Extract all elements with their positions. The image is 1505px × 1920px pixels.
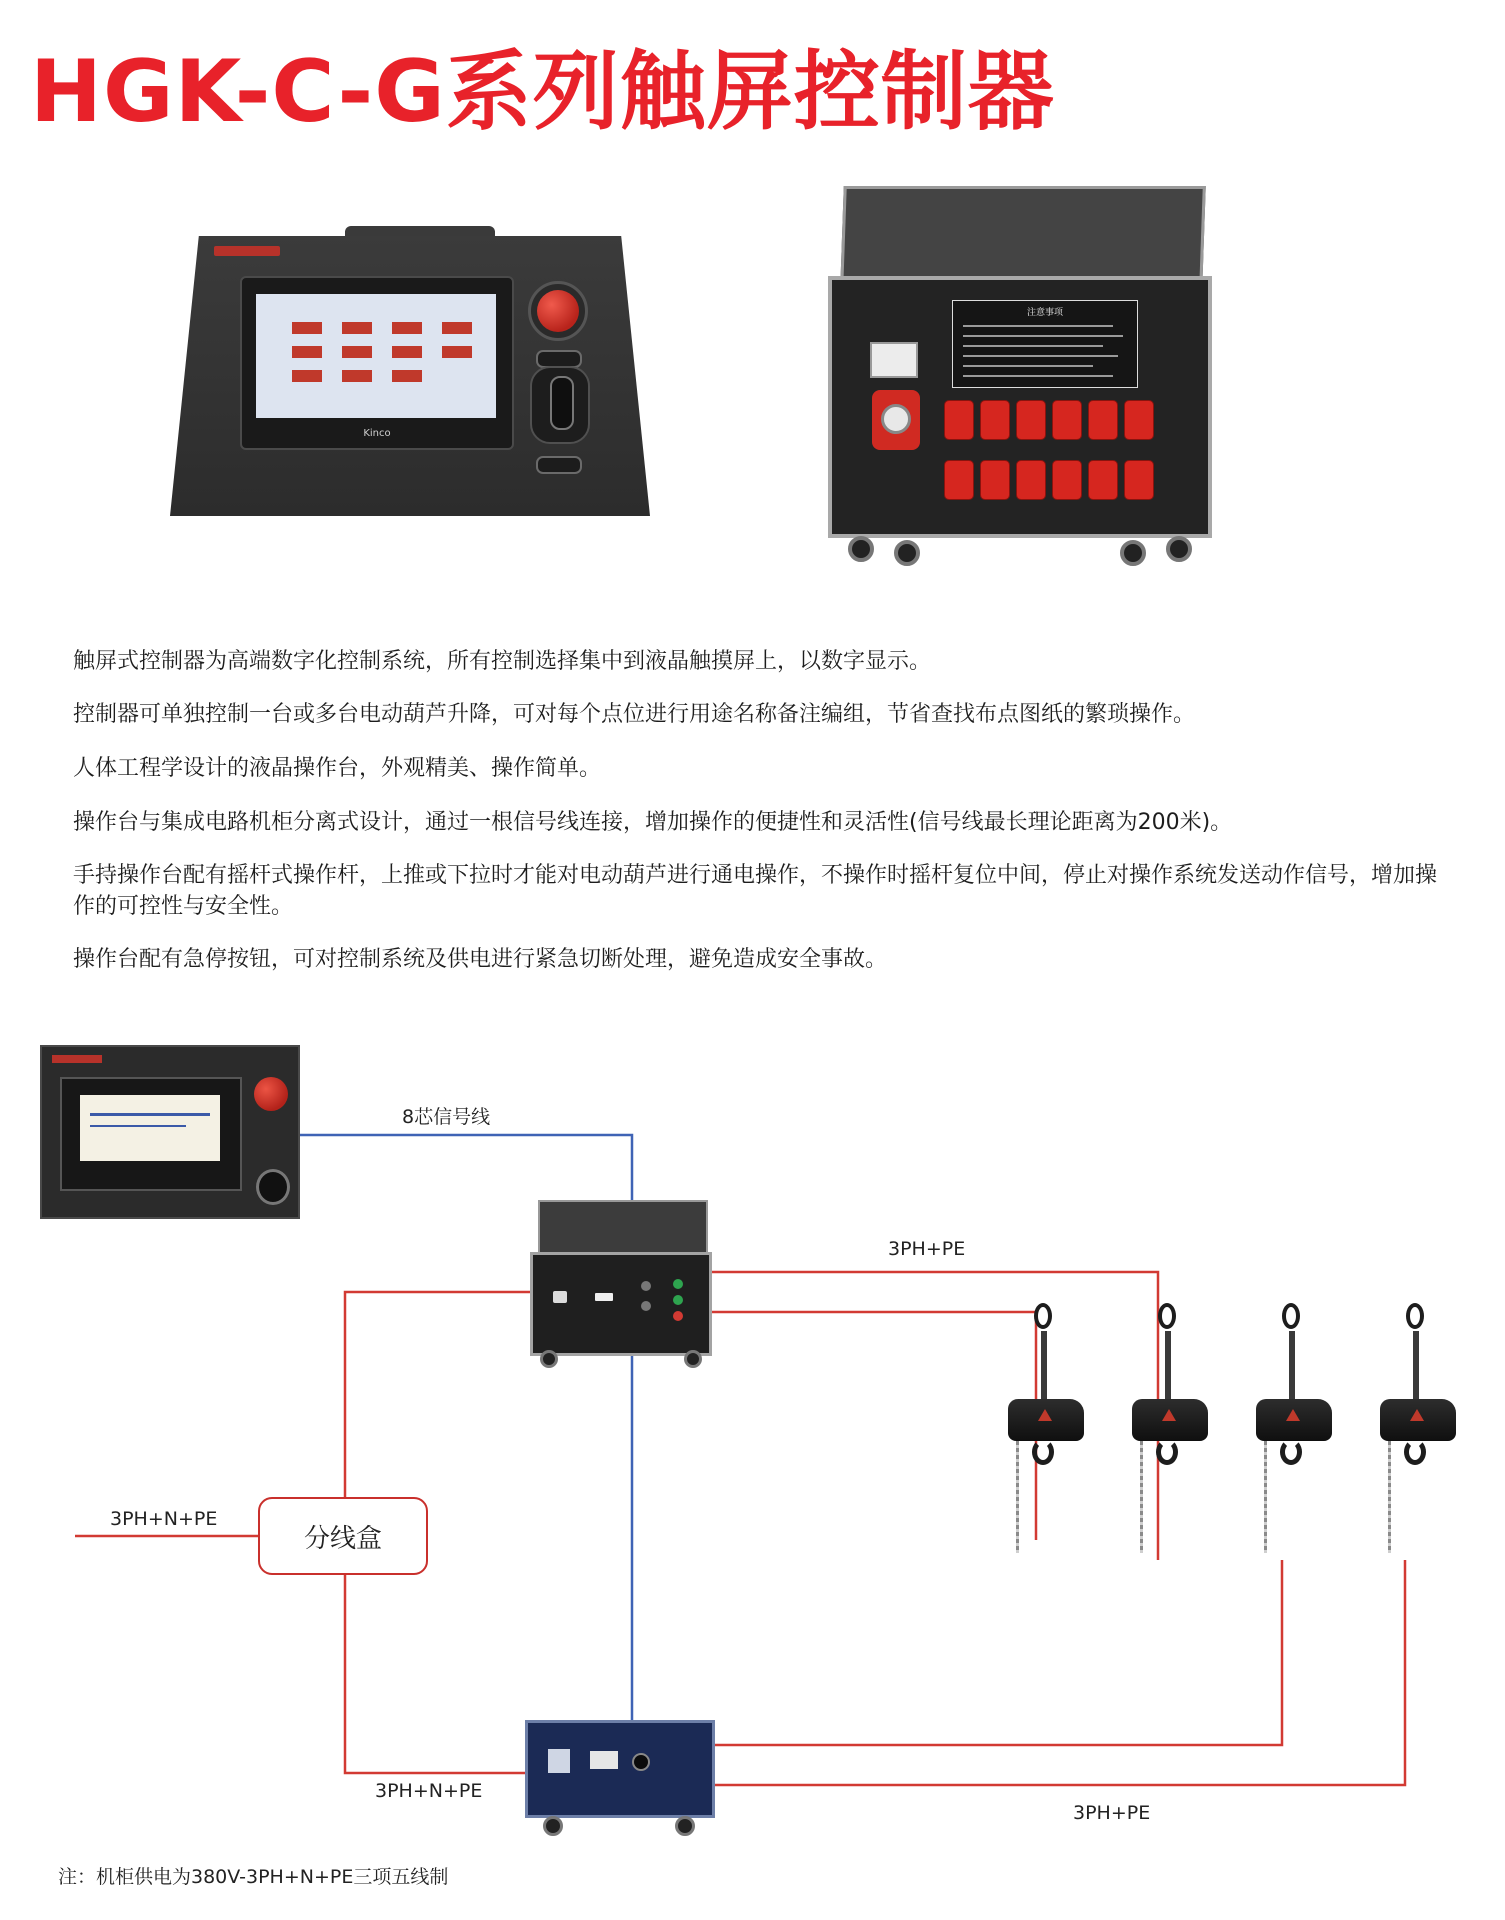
power-line-distribution-to-hoist-3	[715, 1560, 1282, 1745]
touch-screen	[240, 276, 514, 450]
hoist-top-hook	[1406, 1303, 1424, 1329]
caster-wheel	[848, 536, 874, 562]
notice-text-line	[963, 355, 1118, 357]
hoist-chain	[1016, 1441, 1019, 1553]
cabinet-indicator	[673, 1279, 683, 1289]
hoist-suspension	[1041, 1331, 1047, 1401]
power-line-splitter-to-distribution	[345, 1575, 525, 1773]
cabinet-front-panel	[828, 276, 1212, 538]
hoist-top-hook	[1282, 1303, 1300, 1329]
output-socket	[1088, 400, 1118, 440]
notice-label	[952, 300, 1138, 388]
hoist-chain	[1388, 1441, 1391, 1553]
emergency-stop-button	[254, 1077, 288, 1111]
output-socket	[1088, 460, 1118, 500]
cabinet-front-panel	[530, 1252, 712, 1356]
brand-logo	[52, 1055, 102, 1063]
plug-face	[881, 404, 911, 434]
notice-text-line	[963, 375, 1113, 377]
hoist-logo-mark	[1410, 1409, 1424, 1421]
hoist-chain	[1264, 1441, 1267, 1553]
cabinet-display	[553, 1291, 567, 1303]
output-socket	[1052, 460, 1082, 500]
hoist-motor	[1256, 1399, 1332, 1441]
screen-button	[442, 346, 472, 358]
description-paragraph: 手持操作台配有摇杆式操作杆，上推或下拉时才能对电动葫芦进行通电操作，不操作时摇杆复位中间，停止对操作系统发送动作信号，增加操作的可控性与安全性。	[73, 863, 1438, 919]
notice-text-line	[963, 365, 1093, 367]
hoist-load-hook	[1156, 1439, 1178, 1465]
screen-text-line	[90, 1125, 186, 1127]
electric-hoist	[1256, 1303, 1332, 1563]
notice-text-line	[963, 335, 1123, 337]
hoist-top-hook	[1158, 1303, 1176, 1329]
output-socket	[1052, 400, 1082, 440]
cabinet-lid	[840, 186, 1206, 288]
screen-button	[342, 346, 372, 358]
bottom-left-power-label: 3PH+N+PE	[375, 1780, 483, 1802]
electric-hoist	[1380, 1303, 1456, 1563]
junction-box-label: 分线盒	[303, 1523, 382, 1554]
distribution-display	[590, 1751, 618, 1769]
output-socket	[1124, 460, 1154, 500]
emergency-stop-button	[528, 281, 588, 341]
screen-display	[80, 1095, 220, 1161]
power-line-distribution-to-hoist-4	[715, 1560, 1405, 1785]
screen-button	[392, 322, 422, 334]
distribution-box-body	[525, 1720, 715, 1818]
output-socket	[980, 400, 1010, 440]
screen-display	[256, 294, 496, 418]
bottom-right-power-label: 3PH+PE	[1073, 1802, 1151, 1824]
power-line-cabinet-to-hoist-2	[712, 1272, 1158, 1560]
junction-box	[258, 1497, 428, 1575]
joystick-lever	[550, 376, 574, 430]
hoist-logo-mark	[1286, 1409, 1300, 1421]
caster-wheel	[1120, 540, 1146, 566]
screen-button	[392, 346, 422, 358]
notice-text-line	[963, 325, 1113, 327]
output-socket	[1016, 460, 1046, 500]
caster-wheel	[540, 1350, 558, 1368]
caster-wheel	[684, 1350, 702, 1368]
output-socket	[980, 460, 1010, 500]
screen-brand-label: Kinco	[363, 428, 391, 439]
top-power-label: 3PH+PE	[888, 1238, 966, 1260]
joystick	[530, 366, 590, 444]
hoist-suspension	[1165, 1331, 1171, 1401]
electric-hoist	[1132, 1303, 1208, 1563]
caster-wheel	[894, 540, 920, 566]
estop-cap	[537, 290, 579, 332]
cabinet-meter	[870, 342, 918, 378]
output-socket	[1124, 400, 1154, 440]
control-cabinet-photo	[820, 186, 1220, 572]
signal-line-label: 8芯信号线	[402, 1106, 491, 1128]
cabinet-indicator	[641, 1281, 651, 1291]
hoist-load-hook	[1404, 1439, 1426, 1465]
screen-text-line	[90, 1113, 210, 1116]
controller-device	[40, 1045, 300, 1219]
cabinet-indicator	[673, 1295, 683, 1305]
main-power-plug	[872, 390, 920, 450]
hoist-load-hook	[1032, 1439, 1054, 1465]
joystick	[256, 1169, 290, 1205]
footnote: 注：机柜供电为380V-3PH+N+PE三项五线制	[58, 1866, 449, 1888]
description-paragraph: 操作台配有急停按钮，可对控制系统及供电进行紧急切断处理，避免造成安全事故。	[73, 947, 888, 972]
page-title: HGK-C-G系列触屏控制器	[30, 42, 1055, 142]
notice-text-line	[963, 345, 1103, 347]
distribution-knob	[632, 1753, 650, 1771]
cabinet-lid	[538, 1200, 708, 1260]
screen-button	[442, 322, 472, 334]
output-socket	[944, 400, 974, 440]
screen-button	[292, 346, 322, 358]
cabinet-indicator	[641, 1301, 651, 1311]
caster-wheel	[543, 1816, 563, 1836]
hoist-logo-mark	[1162, 1409, 1176, 1421]
control-cabinet	[530, 1200, 712, 1372]
power-line-splitter-to-cabinet	[345, 1292, 530, 1497]
screen-button	[342, 370, 372, 382]
description-paragraph: 操作台与集成电路机柜分离式设计，通过一根信号线连接，增加操作的便捷性和灵活性(信号线最长理论距离为200米)。	[73, 810, 1233, 835]
brand-logo	[214, 246, 280, 256]
screen-button	[292, 322, 322, 334]
hoist-logo-mark	[1038, 1409, 1052, 1421]
hoist-suspension	[1289, 1331, 1295, 1401]
description-paragraph: 触屏式控制器为高端数字化控制系统，所有控制选择集中到液晶触摸屏上，以数字显示。	[73, 649, 932, 674]
output-socket	[1016, 400, 1046, 440]
hoist-motor	[1380, 1399, 1456, 1441]
caster-wheel	[675, 1816, 695, 1836]
hoist-motor	[1008, 1399, 1084, 1441]
cabinet-indicator	[673, 1311, 683, 1321]
hoist-motor	[1132, 1399, 1208, 1441]
screen-button	[342, 322, 372, 334]
electric-hoist	[1008, 1303, 1084, 1563]
caster-wheel	[1166, 536, 1192, 562]
description-paragraph: 人体工程学设计的液晶操作台，外观精美、操作简单。	[73, 756, 602, 781]
wiring-diagram	[0, 1020, 1505, 1880]
power-line-cabinet-to-hoist-1	[712, 1312, 1036, 1540]
key-switch	[536, 456, 582, 474]
input-power-label: 3PH+N+PE	[110, 1508, 218, 1530]
power-distribution-box	[525, 1720, 715, 1838]
distribution-meter	[548, 1749, 570, 1773]
description-paragraph: 控制器可单独控制一台或多台电动葫芦升降，可对每个点位进行用途名称备注编组，节省查找布点图纸的繁琐操作。	[73, 702, 1196, 727]
touch-panel-controller-photo	[170, 226, 650, 516]
hoist-top-hook	[1034, 1303, 1052, 1329]
output-socket	[944, 460, 974, 500]
hoist-suspension	[1413, 1331, 1419, 1401]
touch-screen	[60, 1077, 242, 1191]
screen-button	[392, 370, 422, 382]
hoist-load-hook	[1280, 1439, 1302, 1465]
cabinet-label	[595, 1293, 613, 1301]
hoist-chain	[1140, 1441, 1143, 1553]
notice-title: 注意事项	[1026, 308, 1063, 318]
screen-button	[292, 370, 322, 382]
